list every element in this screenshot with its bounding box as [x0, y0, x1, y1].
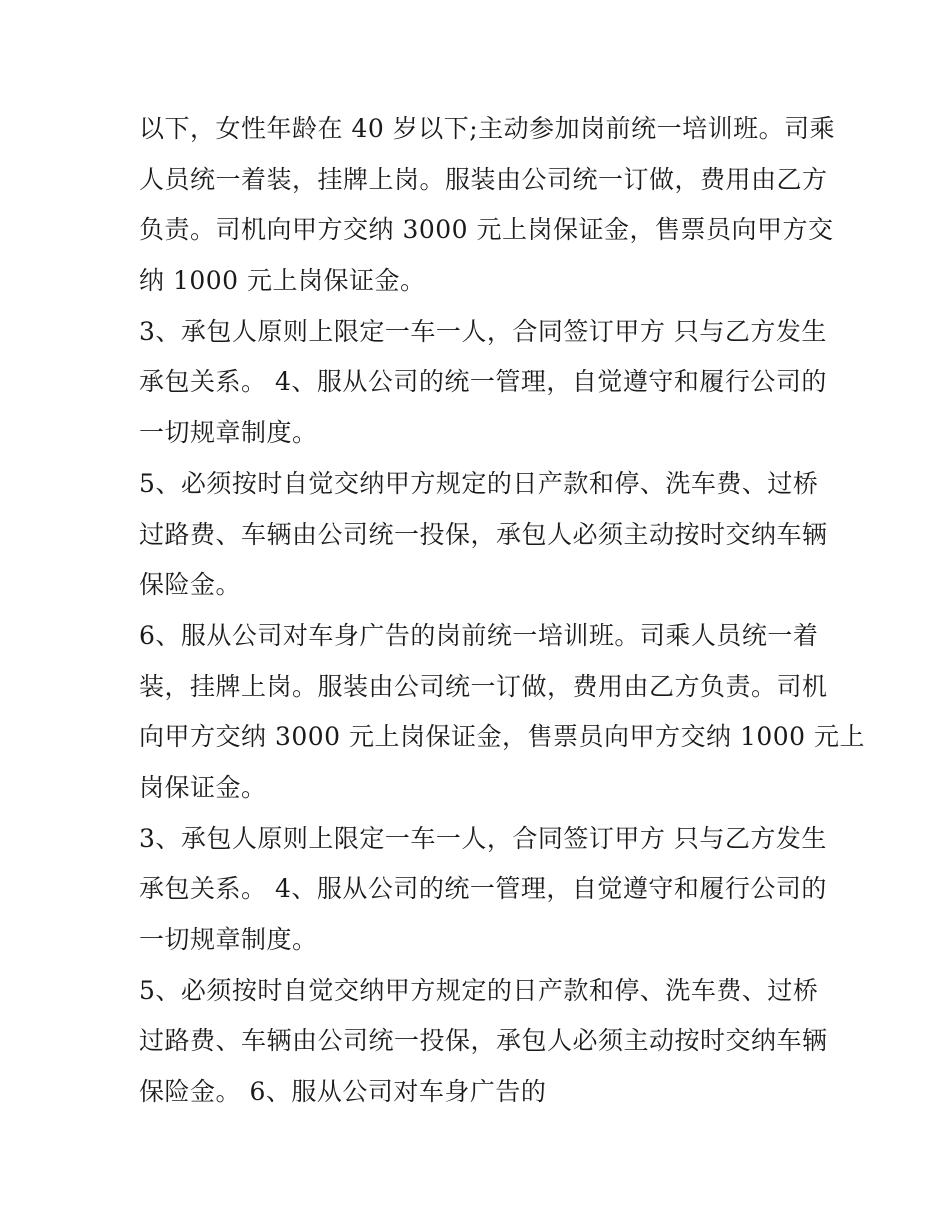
text-line: 3、承包人原则上限定一车一人，合同签订甲方 只与乙方发生	[139, 317, 827, 346]
text-line: 装，挂牌上岗。服装由公司统一订做，费用由乙方负责。司机	[139, 672, 828, 701]
text-line: 负责。司机向甲方交纳 3000 元上岗保证金，售票员向甲方交	[139, 215, 834, 244]
text-line: 人员统一着装，挂牌上岗。服装由公司统一订做，费用由乙方	[139, 165, 828, 194]
text-line: 向甲方交纳 3000 元上岗保证金，售票员向甲方交纳 1000 元上	[139, 722, 866, 751]
text-line: 3、承包人原则上限定一车一人，合同签订甲方 只与乙方发生	[139, 824, 827, 853]
text-line: 纳 1000 元上岗保证金。	[139, 266, 426, 295]
text-line: 过路费、车辆由公司统一投保，承包人必须主动按时交纳车辆	[139, 520, 828, 549]
text-line: 一切规章制度。	[139, 418, 318, 447]
text-line: 5、必须按时自觉交纳甲方规定的日产款和停、洗车费、过桥	[139, 469, 819, 498]
text-line: 承包关系。 4、服从公司的统一管理，自觉遵守和履行公司的	[139, 367, 827, 396]
text-line: 6、服从公司对车身广告的岗前统一培训班。司乘人员统一着	[139, 621, 819, 650]
text-line: 保险金。	[139, 570, 242, 599]
text-line: 一切规章制度。	[139, 925, 318, 954]
text-line: 岗保证金。	[139, 773, 267, 802]
text-line: 过路费、车辆由公司统一投保，承包人必须主动按时交纳车辆	[139, 1026, 828, 1055]
text-line: 以下，女性年龄在 40 岁以下;主动参加岗前统一培训班。司乘	[139, 114, 836, 143]
text-line: 承包关系。 4、服从公司的统一管理，自觉遵守和履行公司的	[139, 874, 827, 903]
text-line: 保险金。 6、服从公司对车身广告的	[139, 1077, 547, 1106]
text-line: 5、必须按时自觉交纳甲方规定的日产款和停、洗车费、过桥	[139, 976, 819, 1005]
